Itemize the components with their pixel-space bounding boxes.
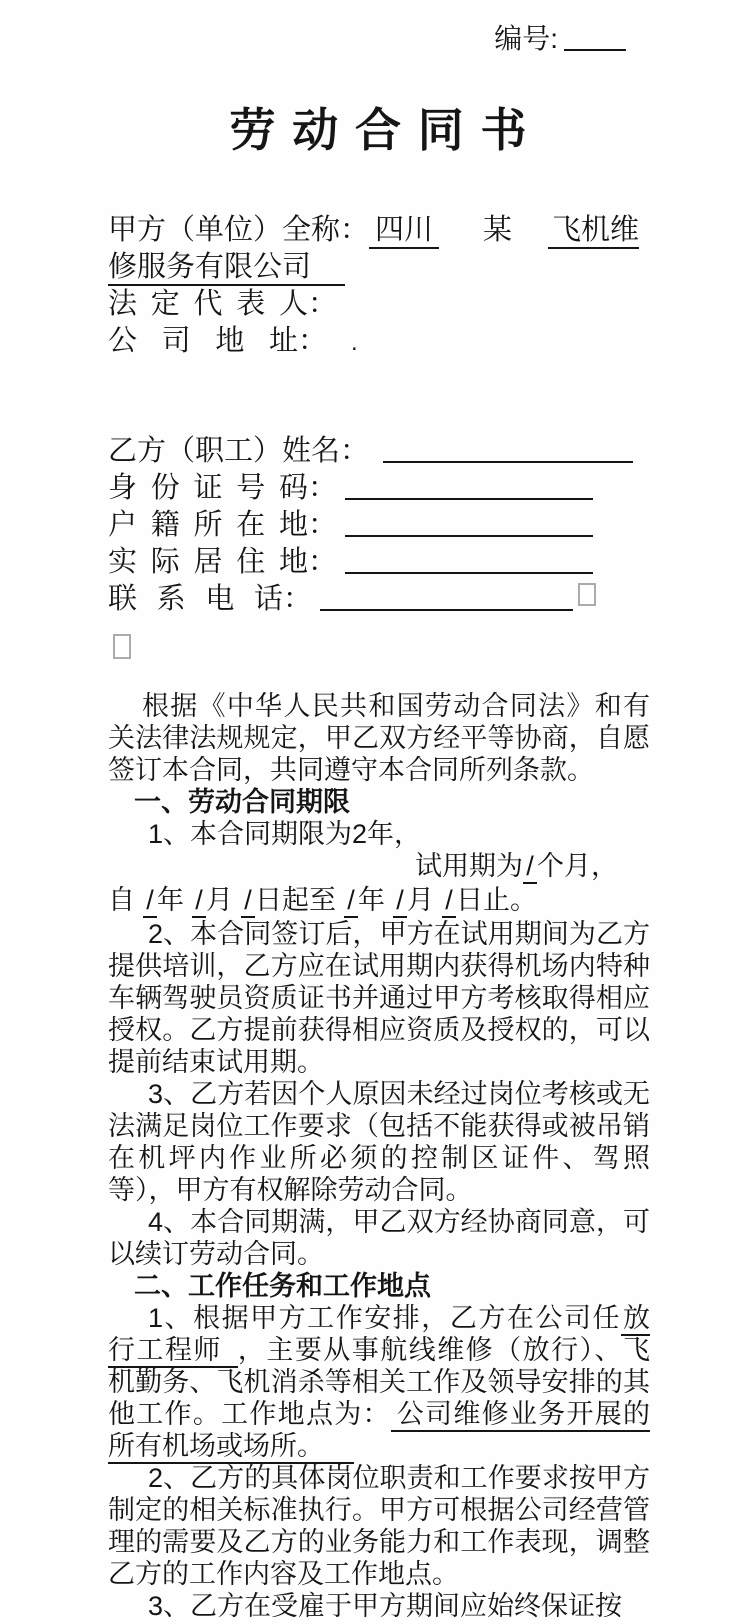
date-month: 月 — [206, 885, 233, 915]
work-location-blank-filled: 公司维修业务开展的所有机场或场所。 — [108, 1399, 650, 1464]
missing-glyph-box — [578, 583, 596, 606]
residence-row — [108, 544, 650, 581]
phone-label: 联系电话 — [108, 583, 283, 615]
preamble-paragraph: 根据《中华人民共和国劳动合同法》和有关法律法规规定，甲乙双方经平等协商，自愿签订本合同，共同遵守本合同所列条款。 — [108, 691, 650, 785]
date-month-2: 月 — [407, 885, 434, 915]
party-a-name-label: 甲方（单位）全称： — [108, 214, 370, 246]
contract-body — [108, 690, 650, 1622]
section-1-clause-4: 4、本合同期满，甲乙双方经协商同意，可以续订劳动合同。 — [108, 1207, 650, 1269]
party-a-name-blank-2: 飞机维修服务有限公司 — [108, 214, 639, 286]
section-1-clause-3: 3、乙方若因个人原因未经过岗位考核或无法满足岗位工作要求（包括不能获得或被吊销在机坪内作业所必须的控制区证件、驾照等），甲方有权解除劳动合同。 — [108, 1079, 650, 1205]
residence-label: 实际居住地 — [108, 546, 308, 578]
phone-colon: ： — [283, 583, 313, 615]
clause-pre-text: 1、根据甲方工作安排，乙方在公司任 — [148, 1303, 621, 1333]
hukou-row — [108, 507, 650, 544]
company-address-label: 公司地址 — [108, 325, 298, 357]
address-stray-dot: . — [351, 329, 358, 356]
section-2-clause-3-partial: 3、乙方在受雇于甲方期间应始终保证按 — [148, 1591, 623, 1621]
section-2-heading: 二、工作任务和工作地点 — [134, 1271, 431, 1301]
id-number-colon: ： — [308, 472, 338, 504]
company-address-colon: ： — [298, 325, 328, 357]
residence-colon: ： — [308, 546, 338, 578]
legal-rep-colon: ： — [308, 288, 338, 320]
trial-period-line — [108, 850, 650, 884]
date-mid: 日起至 — [255, 885, 336, 915]
page-title: 劳 动 合 同 书 — [229, 104, 529, 156]
party-b-name-label: 乙方（职工）姓名： — [108, 435, 370, 467]
hukou-label: 户籍所在地 — [108, 509, 308, 541]
section-2-clause-1 — [108, 1302, 650, 1462]
stray-glyph-row — [108, 634, 650, 660]
hukou-colon: ： — [308, 509, 338, 541]
date-from: 自 — [108, 885, 135, 915]
id-number-row — [108, 470, 650, 507]
section-1-clause-1: 1、本合同期限为2年， — [148, 819, 422, 849]
section-2-clause-2: 2、乙方的具体岗位职责和工作要求按甲方制定的相关标准执行。甲方可根据公司经营管理的需要及乙方的业务能力和工作表现，调整乙方的工作内容及工作地点。 — [108, 1463, 650, 1589]
party-a-block — [108, 212, 650, 361]
date-year-2: 年 — [358, 885, 385, 915]
hukou-blank-line — [345, 529, 593, 537]
date-blank-slash: / — [442, 884, 456, 918]
clause-mid-text: ，主要从事航线维修（放行）、飞机勤务、飞机消杀等相关工作及领导安排的其他工作。工作地点为： — [108, 1335, 651, 1429]
party-a-name-row — [108, 212, 650, 286]
date-end: 日止。 — [456, 885, 537, 915]
id-number-label: 身份证号码 — [108, 472, 308, 504]
missing-glyph-box — [113, 634, 131, 659]
company-address-row — [108, 323, 650, 361]
date-blank-slash: / — [192, 884, 206, 918]
contract-dates-line — [108, 884, 650, 918]
date-blank-slash: / — [143, 884, 157, 918]
legal-rep-label: 法定代表人 — [108, 288, 308, 320]
party-b-name-row — [108, 433, 650, 470]
residence-blank-line — [345, 566, 593, 574]
serial-blank-line — [564, 43, 626, 51]
date-blank-slash: / — [241, 884, 255, 918]
date-blank-slash: / — [344, 884, 358, 918]
date-year: 年 — [157, 885, 184, 915]
serial-number-row — [108, 0, 650, 56]
party-b-name-blank-line — [383, 455, 633, 463]
section-1-heading: 一、劳动合同期限 — [134, 787, 350, 817]
section-1-clause-2: 2、本合同签订后，甲方在试用期间为乙方提供培训，乙方应在试用期内获得机场内特种车辆驾驶员资质证书并通过甲方考核取得相应授权。乙方提前获得相应资质及授权的，可以提前结束试用期。 — [108, 919, 650, 1077]
trial-blank-slash: / — [523, 850, 537, 884]
page-content — [108, 0, 650, 1622]
trial-post-text: 个月， — [537, 851, 618, 881]
party-b-block — [108, 433, 650, 618]
phone-blank-line — [320, 603, 573, 611]
party-a-name-redacted: 某 — [483, 214, 513, 246]
trial-pre-text: 试用期为 — [415, 851, 523, 881]
legal-rep-row — [108, 286, 650, 323]
position-blank-filled: 放行工程师 — [108, 1303, 650, 1368]
serial-label: 编号: — [494, 23, 558, 54]
date-blank-slash: / — [393, 884, 407, 918]
phone-row — [108, 581, 650, 618]
id-number-blank-line — [345, 492, 593, 500]
party-a-name-blank-1: 四川 — [369, 214, 439, 249]
